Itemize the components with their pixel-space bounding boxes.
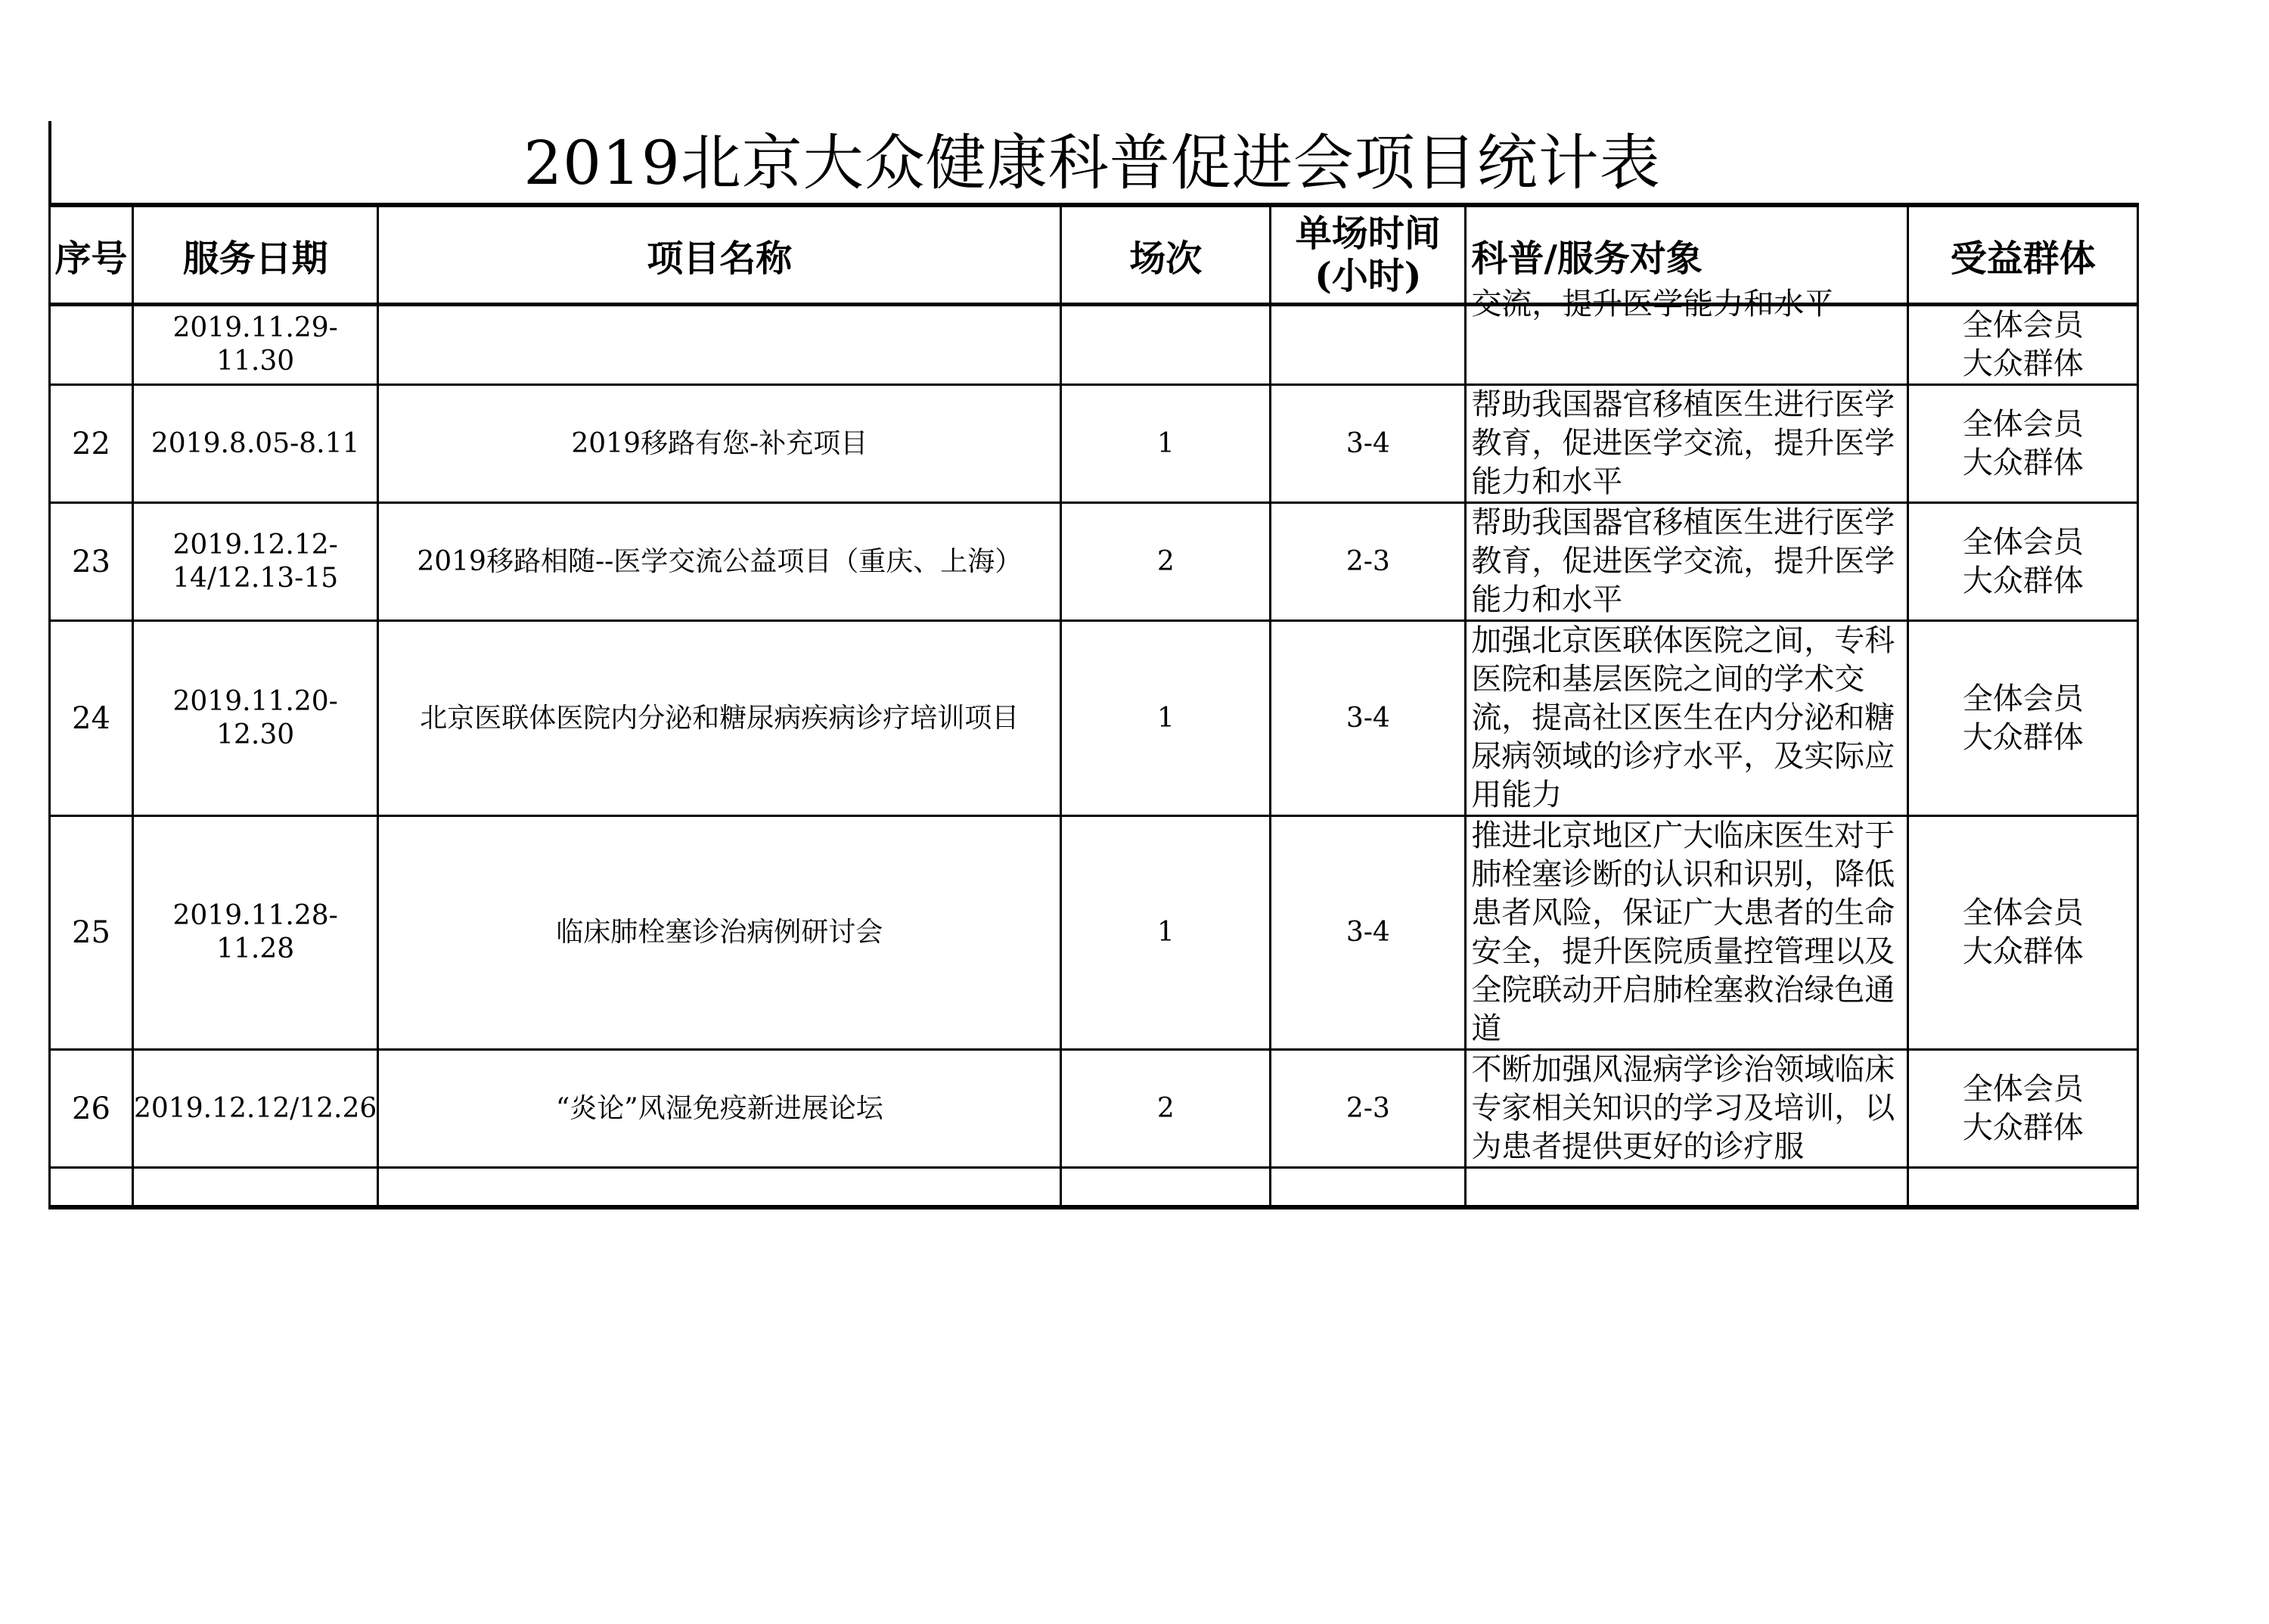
header-sessions: 场次 [1061, 205, 1271, 305]
empty-cell [378, 1168, 1061, 1207]
cell-target: 推进北京地区广大临床医生对于肺栓塞诊断的认识和识别，降低患者风险，保证广大患者的生命安全，提升医院质量控管理以及全院联动开启肺栓塞救治绿色通道 [1466, 816, 1908, 1050]
beneficiary-line-2: 大众群体 [1962, 934, 2084, 969]
cell-target: 帮助我国器官移植医生进行医学教育，促进医学交流，提升医学能力和水平 [1466, 385, 1908, 503]
table-row [50, 1050, 2138, 1168]
cell-beneficiary [1908, 385, 2138, 503]
header-name: 项目名称 [378, 205, 1061, 305]
empty-cell [1271, 1168, 1466, 1207]
header-date: 服务日期 [133, 205, 378, 305]
cell-seq: 23 [50, 503, 133, 621]
cell-seq: 25 [50, 816, 133, 1050]
cell-duration [1271, 305, 1466, 385]
cell-target: 加强北京医联体医院之间，专科医院和基层医院之间的学术交流，提高社区医生在内分泌和糖尿病领域的诊疗水平，及实际应用能力 [1466, 621, 1908, 816]
cell-name: 2019移路相随--医学交流公益项目（重庆、上海） [378, 503, 1061, 621]
beneficiary-line-2: 大众群体 [1962, 445, 2084, 480]
cell-sessions: 1 [1061, 816, 1271, 1050]
beneficiary-line-1: 全体会员 [1962, 896, 2084, 930]
cell-name: “炎论”风湿免疫新进展论坛 [378, 1050, 1061, 1168]
header-seq: 序号 [50, 205, 133, 305]
table-row [50, 503, 2138, 621]
header-duration: 单场时间(小时) [1271, 205, 1466, 305]
beneficiary-line-1: 全体会员 [1962, 524, 2084, 560]
cell-date: 2019.11.29-11.30 [133, 305, 378, 385]
empty-cell [1466, 1168, 1908, 1207]
cell-duration: 2-3 [1271, 1050, 1466, 1168]
cell-date: 2019.12.12-14/12.13-15 [133, 503, 378, 621]
cell-sessions: 2 [1061, 1050, 1271, 1168]
cell-sessions: 1 [1061, 385, 1271, 503]
cell-duration: 3-4 [1271, 816, 1466, 1050]
table-row [50, 621, 2138, 816]
empty-cell [1061, 1168, 1271, 1207]
cell-duration: 3-4 [1271, 385, 1466, 503]
beneficiary-line-1: 全体会员 [1962, 406, 2084, 442]
cell-seq [50, 305, 133, 385]
cell-beneficiary [1908, 503, 2138, 621]
cell-target: 不断加强风湿病学诊治领域临床专家相关知识的学习及培训，以为患者提供更好的诊疗服 [1466, 1050, 1908, 1168]
cell-seq: 24 [50, 621, 133, 816]
cell-duration: 3-4 [1271, 621, 1466, 816]
beneficiary-line-2: 大众群体 [1962, 563, 2084, 598]
header-beneficiary: 受益群体 [1908, 205, 2138, 305]
cell-date: 2019.11.28-11.28 [133, 816, 378, 1050]
page-title: 2019北京大众健康科普促进会项目统计表 [523, 128, 1661, 198]
cell-beneficiary [1908, 305, 2138, 385]
table-row [50, 816, 2138, 1050]
project-statistics-table [48, 203, 2139, 1209]
beneficiary-line-2: 大众群体 [1962, 719, 2084, 755]
cell-sessions: 1 [1061, 621, 1271, 816]
cell-beneficiary [1908, 1050, 2138, 1168]
table-row [50, 305, 2138, 385]
empty-cell [133, 1168, 378, 1207]
beneficiary-line-2: 大众群体 [1962, 346, 2084, 381]
cell-target-text: 交流，提升医学能力和水平 [1471, 287, 1835, 321]
cell-sessions [1061, 305, 1271, 385]
cell-seq: 26 [50, 1050, 133, 1168]
cell-name: 2019移路有您-补充项目 [378, 385, 1061, 503]
table-row [50, 385, 2138, 503]
beneficiary-line-2: 大众群体 [1962, 1110, 2084, 1145]
cell-beneficiary [1908, 816, 2138, 1050]
beneficiary-line-1: 全体会员 [1962, 1071, 2084, 1107]
empty-row [50, 1168, 2138, 1207]
header-target: 科普/服务对象 [1466, 205, 1908, 305]
cell-name: 临床肺栓塞诊治病例研讨会 [378, 816, 1061, 1050]
cell-name [378, 305, 1061, 385]
cell-beneficiary [1908, 621, 2138, 816]
cell-duration: 2-3 [1271, 503, 1466, 621]
cell-date: 2019.12.12/12.26 [133, 1050, 378, 1168]
cell-date: 2019.11.20-12.30 [133, 621, 378, 816]
cell-name: 北京医联体医院内分泌和糖尿病疾病诊疗培训项目 [378, 621, 1061, 816]
cell-seq: 22 [50, 385, 133, 503]
cell-date: 2019.8.05-8.11 [133, 385, 378, 503]
beneficiary-line-1: 全体会员 [1962, 681, 2084, 716]
beneficiary-line-1: 全体会员 [1962, 308, 2084, 343]
cell-target: 帮助我国器官移植医生进行医学教育，促进医学交流，提升医学能力和水平 [1466, 503, 1908, 621]
cell-target [1466, 287, 1908, 385]
cell-sessions: 2 [1061, 503, 1271, 621]
empty-cell [50, 1168, 133, 1207]
empty-cell [1908, 1168, 2138, 1207]
